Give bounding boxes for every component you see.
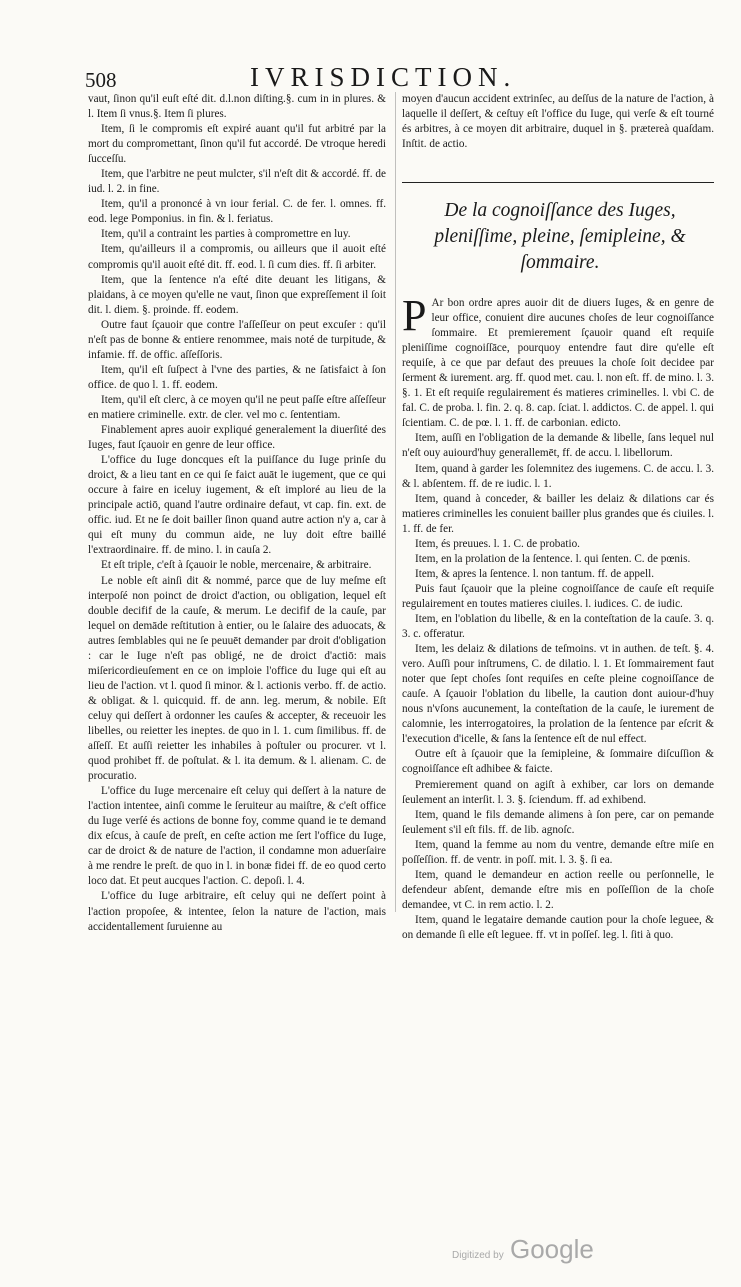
paragraph: L'office du Iuge mercenaire eſt celuy qui deſſert à la nature de l'action intentee, ainſi comme le ſeruiteur au maiſtre, & c'eſt office du Iuge verſé és actions de bonne foy, comme quand ie te demand dix eſcus, à cauſe de preſt, en ceſte action me ſert l'office du Iuge, car de droict & de nature de l'action, il condamne mon aduerſaire à me rendre le preſt. de quo in l. in bonæ fidei ff. de eo quod certo loco dat. Et peut aucques l'action. C. depoſi. l. 4. — [88, 785, 386, 888]
paragraph: Et eſt triple, c'eſt à ſçauoir le noble, mercenaire, & arbitraire. — [101, 559, 372, 572]
paragraph: Item, que l'arbitre ne peut mulcter, s'il n'eſt dit & accordé. ff. de iud. l. 2. in fine. — [88, 168, 386, 196]
paragraph: Item, en la prolation de la ſentence. l. qui ſenten. C. de pœnis. — [415, 552, 691, 565]
paragraph: Item, qu'il a prononcé à vn iour ferial. C. de fer. l. omnes. ff. eod. lege Pomponius. in fin. & l. feriatus. — [88, 198, 386, 226]
paragraph: Item, quand le fils demande alimens à ſon pere, car on pemande ſeulement s'il eſt fils. ff. de lib. agnoſc. — [402, 808, 714, 836]
drop-cap: P — [402, 291, 427, 340]
paragraph: Outre faut ſçauoir que contre l'aſſeſſeur on peut excuſer : qu'il n'eſt pas de bonne & entiere renommee, mais noté de turpitude, & infamie. ff. de offic. aſſeſſoris. — [88, 318, 386, 361]
page-number: 508 — [85, 68, 117, 92]
paragraph: Puis faut ſçauoir que la pleine cognoiſſance de cauſe eſt requiſe regulairement en toutes matieres ciuiles. l. iudices. C. de iudic. — [402, 582, 714, 610]
paragraph: Finablement apres auoir expliqué generalement la diuerſité des Iuges, faut ſçauoir en genre de leur office. — [88, 424, 386, 452]
paragraph: Item, quand le demandeur en action reelle ou perſonnelle, le defendeur abſent, demande eſtre mis en poſſeſſion de la choſe demandee, vt C. in rem actio. l. 2. — [402, 868, 714, 911]
paragraph: Item, quand le legataire demande caution pour la choſe leguee, & on demande ſi elle eſt leguee. ff. vt in poſſeſ. leg. l. ſiti à quo. — [402, 913, 714, 941]
paragraph: L'office du Iuge doncques eſt la puiſſance du Iuge prinſe du droict, & a lieu tant en ce qui ſe faict auāt le iugement, que ce qui occure à faire en iceluy iugement, & eſt imploré au lieu de la principale actiō, quand l'autre ordinaire defaut, vt cap. fin. ext. de offic. iud. Et ne ſe doit bailler ſinon quand autre action n'y a, car à qui eſt muny du commun aide, ne luy doit eſtre baillé l'extraordinaire. ff. de mino. l. in cauſa 2. — [88, 454, 386, 557]
paragraph: Item, qu'il eſt clerc, à ce moyen qu'il ne peut paſſe eſtre aſſeſſeur en matiere criminelle. extr. de cler. vel mo c. ſententiam. — [88, 393, 386, 421]
paragraph: Item, quand à garder les ſolemnitez des iugemens. C. de accu. l. 3. & l. abſentem. ff. de re iudic. l. 1. — [402, 462, 714, 490]
paragraph: Item, en l'oblation du libelle, & en la conteſtation de la cauſe. 3. q. 3. c. offeratur. — [402, 612, 714, 641]
paragraph: Item, qu'ailleurs il a compromis, ou ailleurs que il auoit eſté compromis qu'il auoit eſté dit. ff. eod. l. ſi cum dies. ff. ſi arbiter. — [88, 243, 386, 271]
paragraph: Item, quand à conceder, & bailler les delaiz & dilations car és matieres criminelles les conuient bailler plus grandes que és ciuiles. l. 1. ff. de fer. — [402, 492, 714, 535]
paragraph: L'office du Iuge arbitraire, eſt celuy qui ne deſſert point à l'action propoſee, & intentee, ſelon la nature de l'action, mais accidentallement ſuruienne au — [88, 890, 386, 933]
section-heading: De la cognoiſſance des Iuges, pleniſſime, pleine, ſemipleine, & ſommaire. — [434, 200, 686, 273]
paragraph: vaut, ſinon qu'il euſt eſté dit. d.l.non diſting.§. cum in in plures. & l. Item ſi vnus.§. Item ſi plures. — [88, 93, 386, 121]
paragraph: Item, és preuues. l. 1. C. de probatio. — [415, 537, 580, 550]
watermark-digitized-by: Digitized by — [452, 1250, 504, 1261]
paragraph — [402, 291, 714, 431]
paragraph: Outre eſt à ſçauoir que la ſemipleine, & ſommaire diſcuſſion & cognoiſſance eſt adhibee & faicte. — [402, 748, 714, 776]
section-rule — [402, 182, 714, 183]
paragraph: Item, les delaiz & dilations de teſmoins. vt in authen. de teſt. §. 4. vero. Auſſi pour inſtrumens, C. de dilatio. l. 1. Et ſommairement faut noter que ſept choſes ſont requiſes en ceſte pleine cognoiſſance de cauſe. A ſçauoir l'oblation du libelle, la caution dont auiour-d'huy nous n'vſons aucunement, la conteſtation de la cauſe, le iurement de calomnie, les interrogatoires, la prolation de la ſentence par eſcrit & l'execution d'icelle, & ſans la ſentence eſt de nul effect. — [402, 643, 714, 746]
right-column-body — [402, 291, 714, 943]
paragraph: Item, qu'il eſt ſuſpect à l'vne des parties, & ne ſatisfaict à ſon office. de quo l. 1. ff. eodem. — [88, 363, 386, 391]
paragraph: Item, & apres la ſentence. l. non tantum. ff. de appell. — [415, 567, 655, 580]
column-divider — [395, 92, 396, 912]
paragraph: Item, quand la femme au nom du ventre, demande eſtre miſe en poſſeſſion. ff. de ventr. in poſſ. mit. l. 3. §. ſi ea. — [402, 838, 714, 866]
paragraph: Item, ſi le compromis eſt expiré auant qu'il fut arbitré par la mort du compromettant, ſinon qu'il fut accordé. De vtroque heredi ſucceſſu. — [88, 123, 386, 166]
paragraph: Item, qu'il a contraint les parties à compromettre en luy. — [101, 228, 351, 241]
paragraph-text: Ar bon ordre apres auoir dit de diuers Iuges, & en genre de leur office, conuient dire aucunes choſes de leur cognoiſſance ſommaire. Et premierement ſçauoir quand eſt requiſe pleniſſime cognoiſſāce, pourquoy entendre faut dire qu'elle eſt requiſe, à ce que par defaut des preuues la choſe ſoit decidee par ſerment & iurement. arg. ff. quod met. cau. l. non eſt. ff. de mino. l. 3. §. 1. Et eſt requiſe regulairement és matieres criminelles. l. vbi C. de fal. C. de proba. l. fin. 2. q. 8. cap. ſciat. l. addictos. C. de appel. l. qui ſcientiam. C. de pœ. l. 1. ff. de carbonian. edicto. — [402, 297, 714, 430]
right-column-top — [402, 92, 714, 152]
paragraph: Premierement quand on agiſt à exhiber, car lors on demande ſeulement an interſit. l. 3. §. ſciendum. ff. ad exhibend. — [402, 778, 714, 806]
running-title: IVRISDICTION. — [250, 62, 517, 92]
paragraph: Item, auſſi en l'obligation de la demande & libelle, ſans lequel nul n'eſt ouy auiourd'huy generallemēt, ff. de accu. l. libellorum. — [402, 432, 714, 460]
google-watermark — [452, 1234, 622, 1270]
paragraph: Le noble eſt ainſi dit & nommé, parce que de luy meſme eſt interpoſé non poinct de droict d'action, ou obligation, lequel eſt double decifif de la cauſe, & merum. Le decifif de la cauſe, par lequel on demāde reſtitution à entier, ou le ſalaire des aduocats, & autres ſemblables qui ne ſe peuuēt demander par droit d'obligation : car le Iuge n'eſt pas obligé, ne de droict d'actiō: mais miſericordieuſement en ce on imploie l'office du Iuge qui eſt au lieu de l'action. vt l. quod ſi minor. & l. actionis verbo. ff. de actio. & obligat. & l. quicquid. ff. de ann. leg. merum, & nobile. Eſt celuy qui deſſert à ordonner les cauſes & accepter, & receuoir les libelles, ou reietter les ineptes. de quo in l. 1. cum ſimilibus. ff. de aſſeſſ. Et auſſi reietter les inhabiles à poſtuler ou procurer. vt l. quod prohibet ff. de poſtulat. & l. ita demum. & l. alienam. C. de procuratio. — [88, 574, 386, 783]
left-column — [88, 92, 386, 935]
paragraph: moyen d'aucun accident extrinſec, au deſſus de la nature de l'action, à laquelle il deſſert, & ceſtuy eſt l'office du Iuge, qui verſe & eſt tourné és arbitres, à ce moyen dit arbitraire, duquel in §. prætereà quaſdam. Inſtit. de actio. — [402, 93, 714, 151]
paragraph: Item, que la ſentence n'a eſté dite deuant les litigans, & plaidans, à ce moyen qu'elle ne vaut, ſinon que expreſſement il ſoit dit. l. diem. §. proinde. ff. eodem. — [88, 273, 386, 316]
watermark-google-logo: Google — [510, 1234, 594, 1264]
